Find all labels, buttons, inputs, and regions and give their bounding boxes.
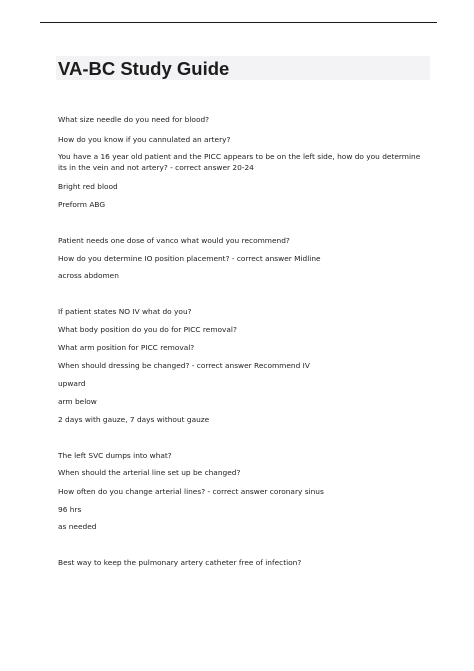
text-line: Bright red blood: [58, 182, 118, 191]
text-line: What arm position for PICC removal?: [58, 343, 195, 352]
text-line: 2 days with gauze, 7 days without gauze: [58, 415, 210, 424]
text-line: 96 hrs: [58, 505, 82, 514]
text-line: as needed: [58, 522, 97, 531]
text-line: Best way to keep the pulmonary artery catheter free of infection?: [58, 558, 302, 567]
text-line: If patient states NO IV what do you?: [58, 307, 192, 316]
text-line: When should dressing be changed? - correct answer Recommend IV: [58, 361, 310, 370]
text-line: How often do you change arterial lines? - correct answer coronary sinus: [58, 487, 324, 496]
text-line: arm below: [58, 397, 97, 406]
text-line: How do you determine IO position placement? - correct answer Midline: [58, 254, 321, 263]
text-line: across abdomen: [58, 271, 119, 280]
text-line: How do you know if you cannulated an artery?: [58, 135, 231, 144]
text-line: You have a 16 year old patient and the PICC appears to be on the left side, how do you determine its in the vein and not artery? - correct answer 20-24: [58, 152, 421, 172]
text-line: When should the arterial line set up be changed?: [58, 468, 241, 477]
text-line: The left SVC dumps into what?: [58, 451, 172, 460]
header-rule: [40, 22, 437, 23]
text-line: upward: [58, 379, 86, 388]
text-line: What body position do you do for PICC removal?: [58, 325, 237, 334]
text-line: Preform ABG: [58, 200, 106, 209]
page-title: VA-BC Study Guide: [58, 58, 230, 79]
text-line: Patient needs one dose of vanco what would you recommend?: [58, 236, 290, 245]
text-line: What size needle do you need for blood?: [58, 115, 210, 124]
